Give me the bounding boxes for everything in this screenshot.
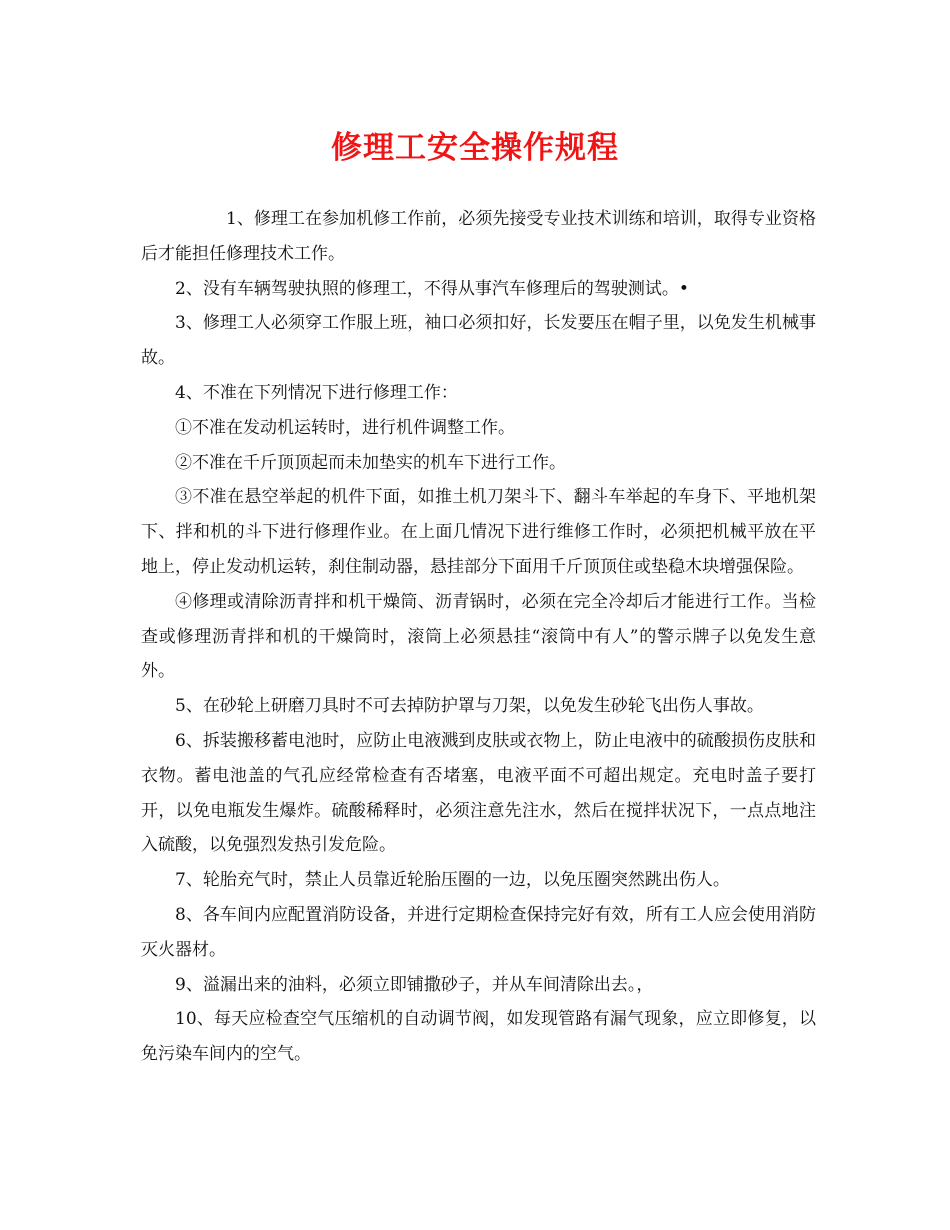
rule-paragraph-1: 1、修理工在参加机修工作前，必须先接受专业技术训练和培训，取得专业资格后才能担任修理技术工作。 — [141, 209, 816, 264]
rule-paragraph-6: 6、拆装搬移蓄电池时，应防止电液溅到皮肤或衣物上，防止电液中的硫酸损伤皮肤和衣物。蓄电池盖的气孔应经常检查有否堵塞，电液平面不可超出规定。充电时盖子要打开，以免电瓶发生爆炸。硫酸稀释时，必须注意先注水，然后在搅拌状况下，一点点地注入硫酸，以免强烈发热引发危险。 — [141, 730, 816, 856]
document-title: 修理工安全操作规程 — [331, 130, 619, 166]
rule-paragraph-9: 9、溢漏出来的油料，必须立即铺撒砂子，并从车间清除出去。， — [175, 974, 654, 995]
rule-paragraph-7: 7、轮胎充气时，禁止人员靠近轮胎压圈的一边，以免压圈突然跳出伤人。 — [175, 870, 730, 891]
rule-paragraph-3: 3、修理工人必须穿工作服上班，袖口必须扣好，长发要压在帽子里，以免发生机械事故。 — [141, 313, 816, 369]
rule-item-4: ④修理或清除沥青拌和机干燥筒、沥青锅时，必须在完全冷却后才能进行工作。当检查或修理沥青拌和机的干燥筒时，滚筒上必须悬挂“滚筒中有人”的警示牌子以免发生意外。 — [141, 591, 816, 682]
rule-item-3: ③不准在悬空举起的机件下面，如推土机刀架斗下、翻斗车举起的车身下、平地机架下、拌和机的斗下进行修理作业。在上面几情况下进行维修工作时，必须把机械平放在平地上，停止发动机运转，刹住制动器，悬挂部分下面用千斤顶顶住或垫稳木块增强保险。 — [141, 487, 816, 577]
document-body — [141, 202, 816, 1072]
rule-paragraph-2: 2、没有车辆驾驶执照的修理工，不得从事汽车修理后的驾驶测试。• — [175, 278, 689, 299]
rule-item-2: ②不准在千斤顶顶起而未加垫实的机车下进行工作。 — [175, 452, 566, 473]
rule-paragraph-5: 5、在砂轮上研磨刀具时不可去掉防护罩与刀架，以免发生砂轮飞出伤人事故。 — [175, 696, 764, 717]
rule-paragraph-4: 4、不准在下列情况下进行修理工作： — [175, 382, 458, 403]
rule-item-1: ①不准在发动机运转时，进行机件调整工作。 — [175, 417, 515, 438]
rule-paragraph-8: 8、各车间内应配置消防设备，并进行定期检查保持完好有效，所有工人应会使用消防灭火器材。 — [141, 904, 816, 960]
rule-paragraph-10: 10、每天应检查空气压缩机的自动调节阀，如发现管路有漏气现象，应立即修复，以免污染车间内的空气。 — [141, 1009, 816, 1065]
